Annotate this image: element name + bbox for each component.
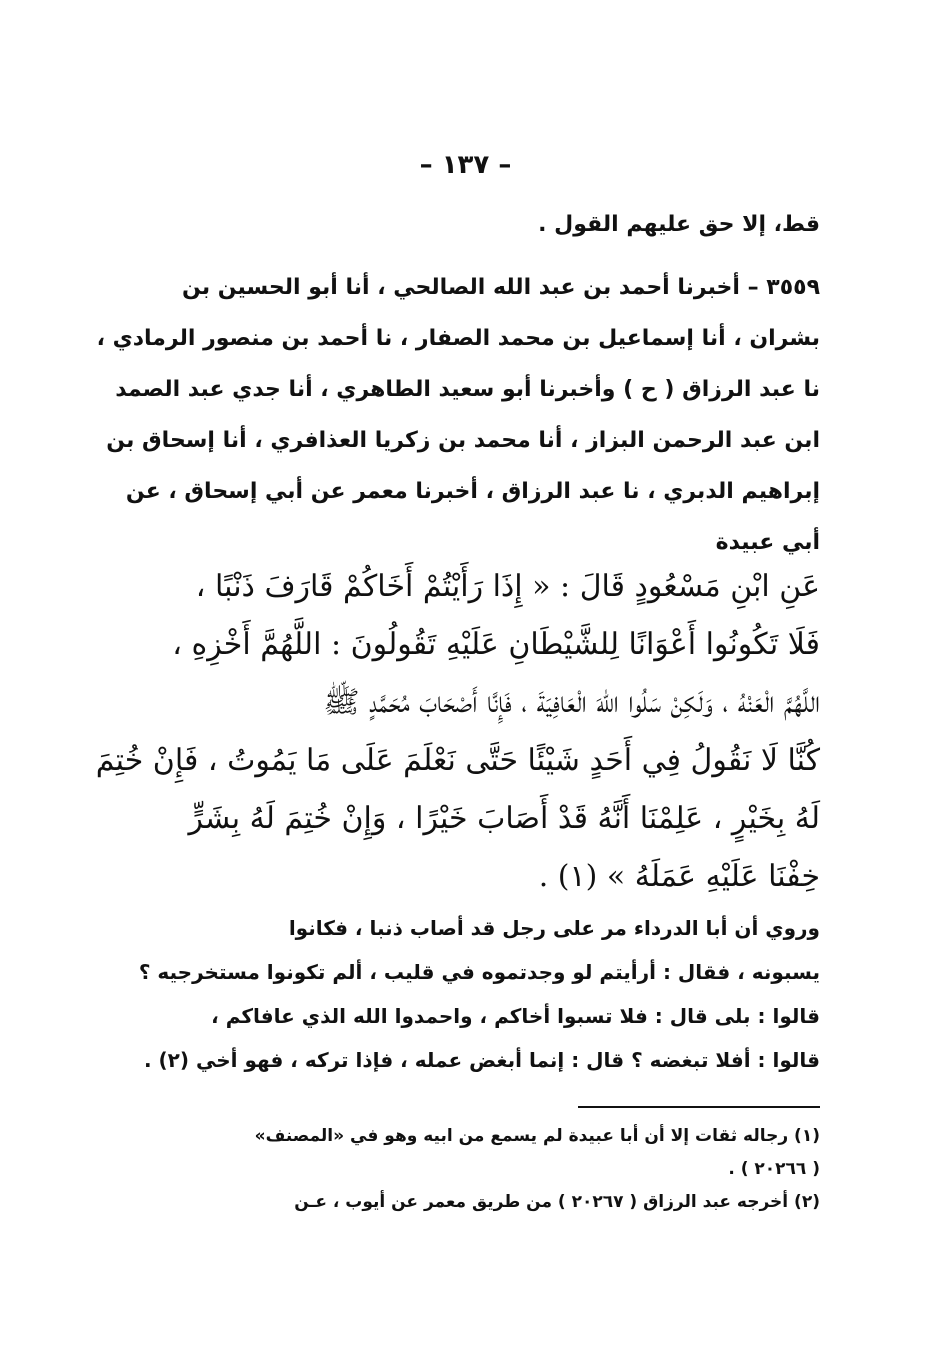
hadith-line: كُنَّا لَا نَقُولُ فِي أَحَدٍ شَيْئًا حَتَّى نَعْلَمَ عَلَى مَا يَمُوتُ ، فَإِنْ خُتِمَ [95,743,820,778]
footnote-line: ( ٢٠٢٦٦ ) . [728,1159,820,1179]
footnote-line: (٢) أخرجه عبد الرزاق ( ٢٠٢٦٧ ) من طريق معمر عن أيوب ، عـن [294,1192,820,1212]
intro-line [160,205,820,245]
narration-line: قالوا : أفلا تبغضه ؟ قال : إنما أبغض عمله ، فإذا تركه ، فهو أخي (٢) . [143,1048,820,1072]
chain-line: ٣٥٥٩ – أخبرنا أحمد بن عبد الله الصالحي ، أنا أبو الحسين بن [182,275,820,300]
chain-line: إبراهيم الدبري ، نا عبد الرزاق ، أخبرنا معمر عن أبي إسحاق ، عن [125,479,820,504]
hadith-line: خِفْنَا عَلَيْهِ عَمَلَهُ » (١) . [538,859,820,894]
footnote-divider [578,1106,820,1108]
hadith-line: فَلَا تَكُونُوا أَعْوَانًا لِلشَّيْطَانِ عَلَيْهِ تَقُولُونَ : اللَّهُمَّ أَخْزِهِ ، [172,627,820,662]
narration-line: يسبونه ، فقال : أرأيتم لو وجدتموه في قليب ، ألم تكونوا مستخرجيه ؟ [138,960,820,984]
chain-line: نا عبد الرزاق ( ح ) وأخبرنا أبو سعيد الطاهري ، أنا جدي عبد الصمد [115,377,820,402]
hadith-line: اللَّهُمَّ الْعَنْهُ ، وَلَكِنْ سَلُوا اللهَ الْعَافِيَةَ ، فَإِنَّا أَصْحَابَ مُحَمَّدٍ ﷺ [323,685,820,720]
footnote-line: (١) رجاله ثقات إلا أن أبا عبيدة لم يسمع من ابيه وهو في «المصنف» [254,1126,820,1146]
chain-line: ابن عبد الرحمن البزاز ، أنا محمد بن زكريا العذافري ، أنا إسحاق بن [106,428,820,453]
chain-line: أبي عبيدة [715,530,820,555]
narration-line: وروي أن أبا الدرداء مر على رجل قد أصاب ذنبا ، فكانوا [288,916,820,940]
intro-line-text: قط، إلا حق عليهم القول . [538,212,820,237]
page-number: – ١٣٧ – [419,150,512,180]
hadith-line: لَهُ بِخَيْرٍ ، عَلِمْنَا أَنَّهُ قَدْ أَصَابَ خَيْرًا ، وَإِنْ خُتِمَ لَهُ بِشَرٍّ [188,801,820,836]
narration-line: قالوا : بلى قال : فلا تسبوا أخاكم ، واحمدوا الله الذي عافاكم ، [211,1004,820,1028]
narration-paragraph [138,906,820,1082]
hadith-text [95,558,820,906]
hadith-chain [96,262,820,568]
footnotes [160,1120,820,1219]
hadith-line: عَنِ ابْنِ مَسْعُودٍ قَالَ : « إِذَا رَأَيْتُمْ أَخَاكُمْ قَارَفَ ذَنْبًا ، [195,569,820,604]
chain-line: بشران ، أنا إسماعيل بن محمد الصفار ، نا أحمد بن منصور الرمادي ، [96,326,820,351]
